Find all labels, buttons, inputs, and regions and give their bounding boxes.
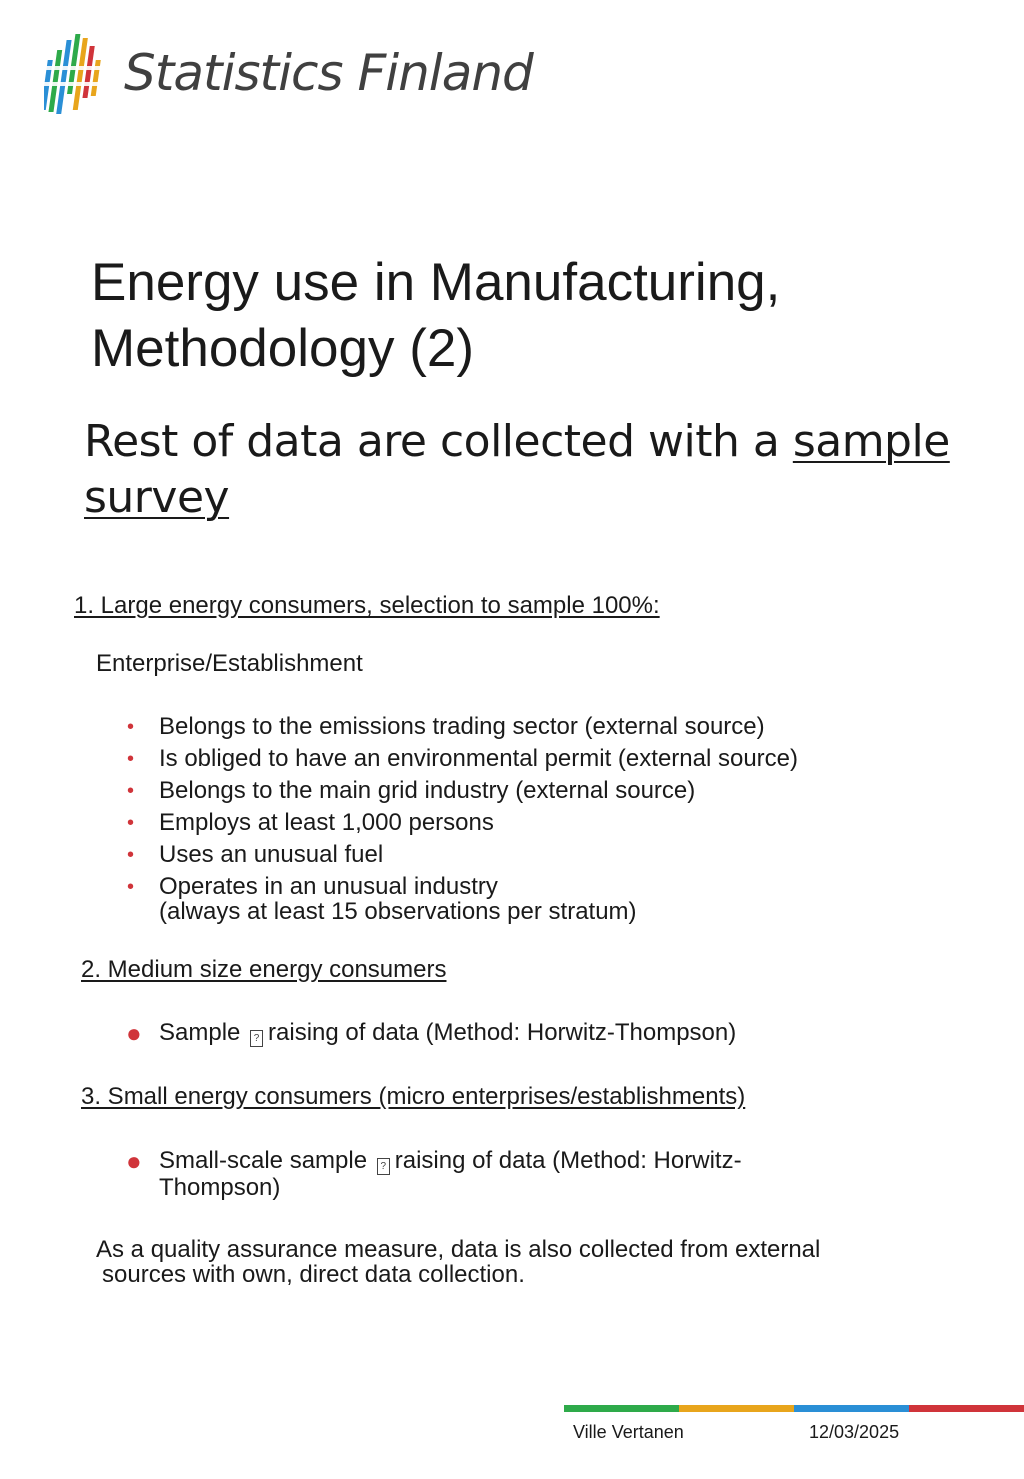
bullet-dot-icon: • xyxy=(127,716,135,738)
subtitle-prefix: Rest of data are collected with a xyxy=(84,416,793,467)
footer-color-bar xyxy=(564,1405,1024,1412)
list-item: • Operates in an unusual industry (always at least 15 observations per stratum) xyxy=(127,873,637,925)
section-3-heading: 3. Small energy consumers (micro enterprises/establishments) xyxy=(81,1083,746,1110)
title-line-2: Methodology (2) xyxy=(91,319,474,378)
bullet-dot-icon: • xyxy=(127,844,135,866)
footer-bar-green xyxy=(564,1405,679,1412)
bullet-dot-icon: ● xyxy=(126,1146,142,1176)
page-title xyxy=(91,250,971,382)
footer-author: Ville Vertanen xyxy=(573,1422,684,1442)
subtitle xyxy=(84,414,964,526)
quality-note-line-1: As a quality assurance measure, data is also collected from external xyxy=(96,1236,821,1263)
statistics-finland-logo xyxy=(44,30,533,120)
footer-bar-blue xyxy=(794,1405,909,1412)
bullet-dot-icon: ● xyxy=(126,1018,142,1048)
bullet-dot-icon: • xyxy=(127,812,135,834)
section-3-bullet-list xyxy=(96,1148,956,1206)
section-1-bullet-list xyxy=(96,714,956,930)
list-item: ● Sample ? raising of data (Method: Horwitz-Thompson) xyxy=(126,1018,737,1048)
list-item: • Belongs to the emissions trading sector (external source) xyxy=(127,713,765,740)
bullet-continuation: (always at least 15 observations per stratum) xyxy=(159,898,637,925)
section-1-sublabel: Enterprise/Establishment xyxy=(96,650,363,677)
subtitle-underlined: sample survey xyxy=(84,416,950,523)
bullet-dot-icon: • xyxy=(127,748,135,770)
title-line-1: Energy use in Manufacturing, xyxy=(91,253,781,312)
logo-text: Statistics Finland xyxy=(124,44,533,102)
section-1-heading: 1. Large energy consumers, selection to sample 100%: xyxy=(74,592,660,619)
missing-glyph-icon: ? xyxy=(250,1030,263,1047)
logo-bars-icon xyxy=(44,30,110,118)
list-item: • Belongs to the main grid industry (external source) xyxy=(127,777,696,804)
footer-bar-yellow xyxy=(679,1405,794,1412)
missing-glyph-icon: ? xyxy=(377,1158,390,1175)
list-item: • Employs at least 1,000 persons xyxy=(127,809,494,836)
list-item: ● Small-scale sample ? raising of data (Method: Horwitz- Thompson) xyxy=(126,1146,742,1201)
footer-bar-red xyxy=(909,1405,1024,1412)
quality-note xyxy=(96,1237,820,1287)
section-2-bullet-list xyxy=(96,1020,956,1053)
bullet-dot-icon: • xyxy=(127,780,135,802)
list-item: • Is obliged to have an environmental permit (external source) xyxy=(127,745,798,772)
list-item: • Uses an unusual fuel xyxy=(127,841,384,868)
bullet-dot-icon: • xyxy=(127,876,135,898)
section-2-heading: 2. Medium size energy consumers xyxy=(81,956,447,983)
footer-date: 12/03/2025 xyxy=(809,1422,900,1442)
quality-note-line-2: sources with own, direct data collection. xyxy=(102,1261,525,1288)
